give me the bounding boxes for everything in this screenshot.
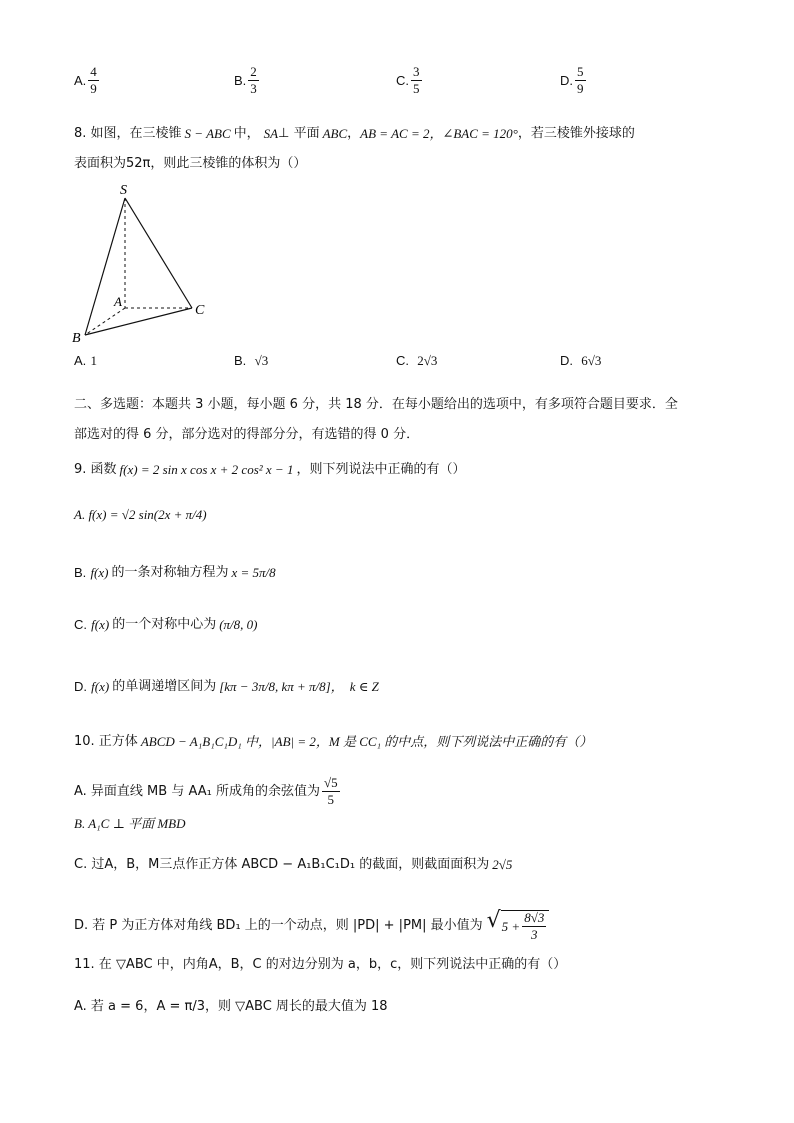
q8-option-b: B. √3 [234,352,269,368]
label-b: B [72,331,81,345]
q9-option-d-interval: [kπ − 3π/8, kπ + π/8]， [219,679,344,694]
q8-option-c: C. 2√3 [396,352,438,368]
q7-option-d: D. $\frac{5}{9}$ [560,63,584,96]
q8-option-d: D. 6√3 [560,352,602,368]
q9-option-b-fx: f(x) [90,565,109,580]
section2-heading-line2: 部选对的得 6 分，部分选对的得部分分，有选错的得 0 分． [74,427,420,442]
q11-stem: 11. 在 ▽ABC 中，内角A，B，C 的对边分别为 a，b，c，则下列说法中正确的有（） [74,957,567,972]
q10-option-b: B. A₁C ⊥ 平面 MBD [74,816,186,831]
q8-option-a: A. 1 [74,352,97,368]
q7-option-d-fraction: $\frac{5}{9}$ [577,63,584,96]
q9-option-c: C. f(x) 的一个对称中心为 (π/8, 0) [74,617,258,632]
q9-option-b: B. f(x) 的一条对称轴方程为 x = 5π/8 [74,565,276,580]
q10-option-a: A. 异面直线 MB 与 AA₁ 所成角的余弦值为 $\frac{√5}{5}$ [74,775,338,807]
q10-option-a-fraction: $\frac{√5}{5}$ [323,775,338,807]
label-a: A [114,294,122,309]
q9-option-c-value: (π/8, 0) [219,617,258,632]
edge-bc [85,308,192,335]
q8-stem-line2: 表面积为52π，则此三棱锥的体积为（） [74,156,307,171]
q7-option-c-fraction: $\frac{3}{5}$ [413,63,420,96]
q9-option-d-fx: f(x) [91,679,110,694]
edge-sb [85,198,125,335]
q10-option-d: D. 若 P 为正方体对角线 BD₁ 上的一个动点，则 |PD| + |PM| 最小值为 √ 5 + $\frac{8√3}{3}$ [74,910,549,941]
q10-option-d-sqrt: √ 5 + $\frac{8√3}{3}$ [487,910,550,941]
q10-option-c: C. 过A，B，M三点作正方体 ABCD − A₁B₁C₁D₁ 的截面，则截面面积为 2√5 [74,857,513,872]
q9-option-d: D. f(x) 的单调递增区间为 [kπ − 3π/8, kπ + π/8]， k ∈ Z [74,679,379,694]
q7-option-a: A. $\frac{4}{9}$ [74,63,97,96]
q9-option-a: A. f(x) = √2 sin(2x + π/4) [74,507,207,522]
q7-option-a-fraction: $\frac{4}{9}$ [90,63,97,96]
q9-option-c-fx: f(x) [91,617,110,632]
q9-stem: 9. 函数 f(x) = 2 sin x cos x + 2 cos² x − 1 ，则下列说法中正确的有（） [74,462,466,477]
label-s: S [120,183,127,198]
edge-ab-hidden [85,308,125,335]
q7-option-b: B. $\frac{2}{3}$ [234,63,257,96]
q9-option-b-value: x = 5π/8 [231,565,276,580]
label-c: C [195,303,205,318]
q10-stem: 10. 正方体 ABCD − A₁B₁C₁D₁ 中，|AB| = 2，M 是 CC₁ 的中点，则下列说法中正确的有（） [74,734,593,749]
q8-stem-line1: 8. 如图，在三棱锥 S − ABC 中， SA ⊥ 平面 ABC ， AB = AC = 2 ，∠BAC = 120° ，若三棱锥外接球的 [74,126,635,141]
section2-heading-line1: 二、多选题：本题共 3 小题，每小题 6 分，共 18 分．在每小题给出的选项中，有多项符合题目要求．全 [74,397,678,412]
q8-pyramid-figure [70,180,220,345]
edge-sc [125,198,192,308]
q11-option-a: A. 若 a = 6，A = π/3，则 ▽ABC 周长的最大值为 18 [74,999,388,1014]
q7-option-c: C. $\frac{3}{5}$ [396,63,420,96]
q7-option-b-fraction: $\frac{2}{3}$ [250,63,257,96]
